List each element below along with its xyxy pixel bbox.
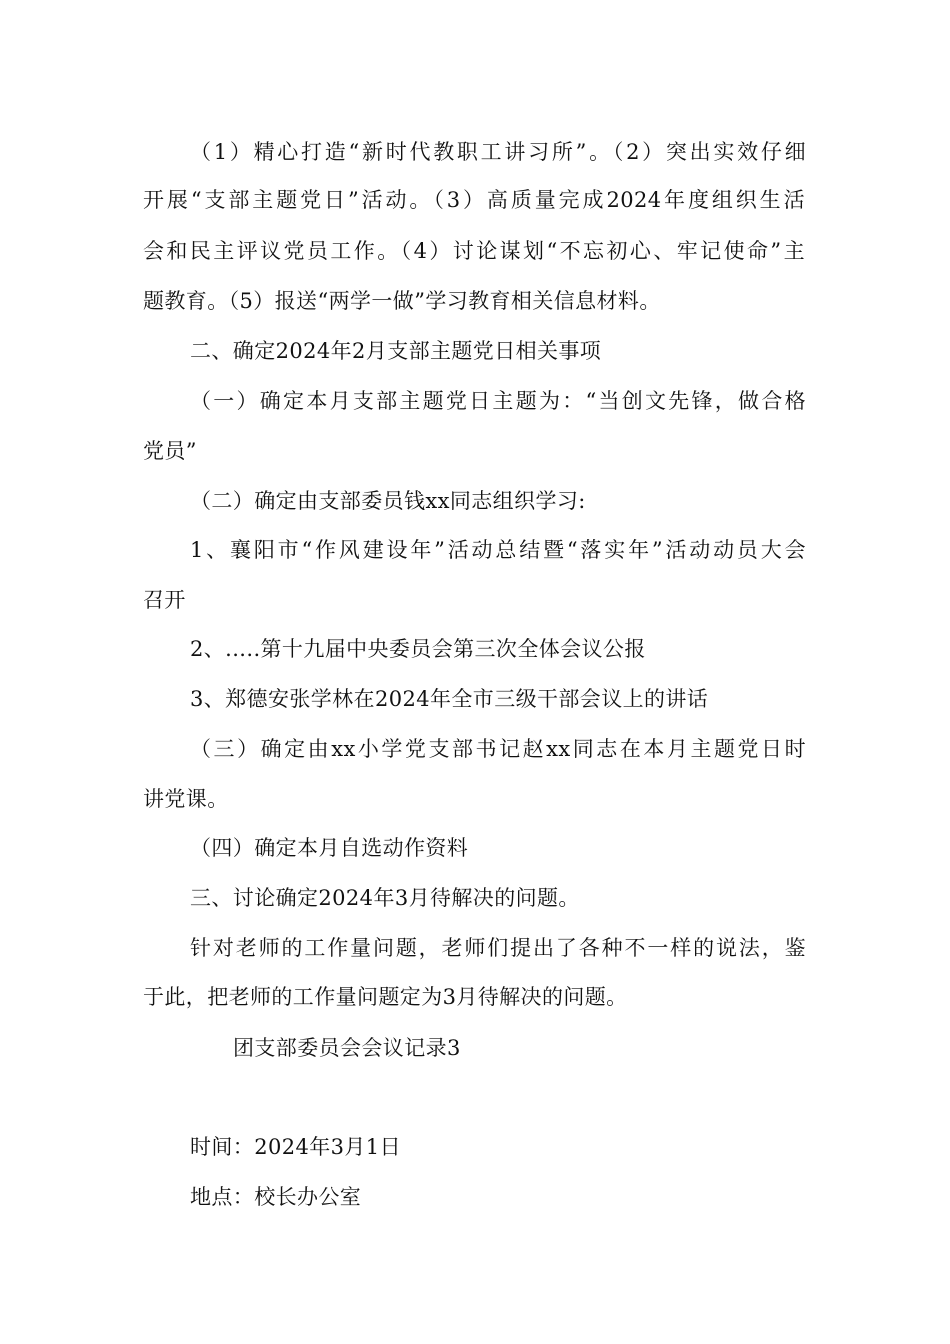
paragraph-line: （四）确定本月自选动作资料 [190,836,469,860]
paragraph-line: 讲党课。 [143,787,229,811]
paragraph-line: （一）确定本月支部主题党日主题为：“当创文先锋，做合格 [190,389,806,413]
paragraph-line: 开展“支部主题党日”活动。（3）高质量完成2024年度组织生活 [143,188,805,212]
record-title: 团支部委员会会议记录3 [233,1036,461,1060]
paragraph-line: 于此，把老师的工作量问题定为3月待解决的问题。 [143,985,628,1009]
paragraph-line: 题教育。（5）报送“两学一做”学习教育相关信息材料。 [143,289,661,313]
list-item: 1、襄阳市“作风建设年”活动总结暨“落实年”活动动员大会 [190,538,806,562]
paragraph-line: 会和民主评议党员工作。（4）讨论谋划“不忘初心、牢记使命”主 [143,239,805,263]
meeting-location: 地点：校长办公室 [190,1185,362,1209]
meeting-time: 时间：2024年3月1日 [190,1135,401,1159]
section-heading: 三、讨论确定2024年3月待解决的问题。 [190,886,580,910]
list-item: 3、郑德安张学林在2024年全市三级干部会议上的讲话 [190,687,709,711]
list-item: 2、.....第十九届中央委员会第三次全体会议公报 [190,637,646,661]
paragraph-line: （三）确定由xx小学党支部书记赵xx同志在本月主题党日时 [190,737,806,761]
section-heading: 二、确定2024年2月支部主题党日相关事项 [190,339,602,363]
paragraph-line: 党员” [143,439,197,463]
paragraph-line: （二）确定由支部委员钱xx同志组织学习: [190,489,586,513]
paragraph-line: 针对老师的工作量问题，老师们提出了各种不一样的说法，鉴 [190,936,806,960]
list-item-continuation: 召开 [143,588,186,612]
paragraph-line: （1）精心打造“新时代教职工讲习所”。（2）突出实效仔细 [190,140,806,164]
